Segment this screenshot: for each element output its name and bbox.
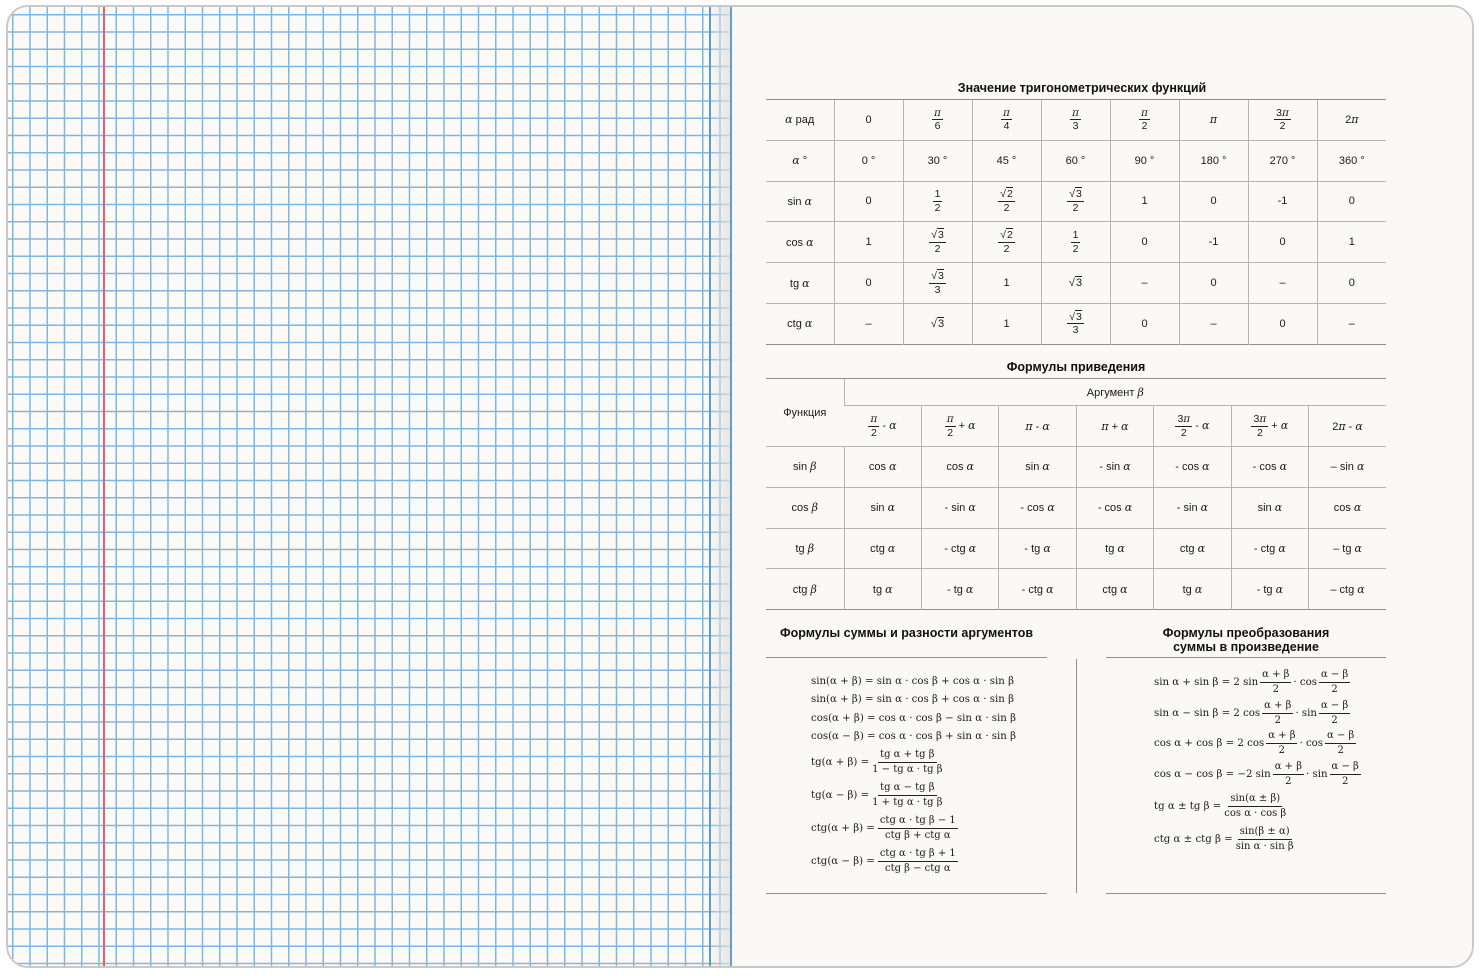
row-label: cos α — [766, 222, 834, 263]
formula-line — [1154, 731, 1356, 756]
table-cell: 0 — [834, 263, 903, 304]
formula-line — [811, 849, 958, 874]
table-cell: - ctg α — [999, 569, 1076, 610]
column-header: $\frac{\pi}{2}$ - α — [844, 406, 921, 447]
table-cell: – — [834, 303, 903, 344]
table-cell: sin α — [844, 487, 921, 528]
formula-text: cos α − cos β = −2 sin — [1154, 769, 1271, 781]
formula-fraction: $\frac{\alpha + \beta}{2}$ — [1274, 761, 1302, 788]
formula-text: cos α + cos β = 2 cos — [1154, 738, 1265, 750]
row-label: ctg α — [766, 303, 834, 344]
sum-diff-top-rule — [766, 657, 1047, 658]
formula-lhs: tg(α + β) = — [811, 757, 870, 768]
table-cell: $\frac{\pi}{2}$ — [1110, 100, 1179, 141]
table-cell: √3 — [1041, 263, 1110, 304]
sum-product-bottom-rule — [1106, 893, 1386, 894]
formula-fraction: $\frac{\sin(\beta \pm \alpha)}{\text{sin α · sin β}}$ — [1235, 826, 1294, 852]
table-row — [766, 447, 1386, 488]
row-label: tg β — [766, 528, 844, 569]
table-cell: $\frac{√2}{2}$ — [972, 181, 1041, 222]
table-cell: – — [1179, 303, 1248, 344]
table-cell: - ctg α — [921, 528, 998, 569]
table-cell: $\frac{√3}{3}$ — [1041, 303, 1110, 344]
table-cell: $\frac{3\pi}{2}$ — [1248, 100, 1317, 141]
formula-line: sin(α + β) = sin α · cos β + cos α · sin β — [811, 694, 1014, 706]
reduction-table — [766, 378, 1386, 610]
table-cell: 1 — [972, 303, 1041, 344]
table-row — [766, 100, 1386, 141]
row-label: ctg β — [766, 569, 844, 610]
column-header: $\frac{3\pi}{2}$ - α — [1154, 406, 1231, 447]
table-row — [766, 263, 1386, 304]
table-cell: $\frac{√2}{2}$ — [972, 222, 1041, 263]
table-row — [766, 140, 1386, 181]
formula-fraction: $\frac{\alpha - \beta}{2}$ — [1331, 761, 1359, 788]
formula-fraction: $\frac{\alpha + \beta}{2}$ — [1268, 730, 1296, 757]
formula-lhs: ctg α ± ctg β = — [1154, 834, 1233, 845]
table-row — [766, 222, 1386, 263]
table-cell: - cos α — [999, 487, 1076, 528]
table-cell: - cos α — [1154, 447, 1231, 488]
table-row — [766, 181, 1386, 222]
table-cell: √3 — [903, 303, 972, 344]
formula-line — [1154, 827, 1294, 852]
column-header: $\frac{\pi}{2}$ + α — [921, 406, 998, 447]
formula-line — [811, 750, 943, 775]
table-cell: 0 — [1179, 263, 1248, 304]
table-cell: - cos α — [1076, 487, 1153, 528]
table-cell: sin α — [1231, 487, 1308, 528]
table-cell: 0 — [1317, 263, 1386, 304]
table-cell: 30 ° — [903, 140, 972, 181]
table-cell: 0 ° — [834, 140, 903, 181]
table-cell: – — [1317, 303, 1386, 344]
notebook-spread — [6, 5, 1474, 968]
formula-line — [811, 816, 958, 841]
table-cell: 0 — [1110, 222, 1179, 263]
table-cell: – sin α — [1309, 447, 1386, 488]
table-cell: - tg α — [999, 528, 1076, 569]
table-cell: - tg α — [1231, 569, 1308, 610]
grid-page — [8, 7, 732, 966]
table-row — [766, 303, 1386, 344]
column-header: $\frac{3\pi}{2}$ + α — [1231, 406, 1308, 447]
table-cell: cos α — [921, 447, 998, 488]
table-cell: 1 — [1317, 222, 1386, 263]
column-header: π - α — [999, 406, 1076, 447]
table-cell: 180 ° — [1179, 140, 1248, 181]
table-cell: cos α — [844, 447, 921, 488]
row-label: tg α — [766, 263, 834, 304]
table-cell: $\frac{\pi}{4}$ — [972, 100, 1041, 141]
row-label: α ° — [766, 140, 834, 181]
reference-page — [732, 7, 1474, 966]
row-label: sin α — [766, 181, 834, 222]
table-cell: π — [1179, 100, 1248, 141]
row-label: cos β — [766, 487, 844, 528]
formula-line: cos(α − β) = cos α · cos β + sin α · sin β — [811, 730, 1016, 742]
table-cell: $\frac{\pi}{6}$ — [903, 100, 972, 141]
table-cell: $\frac{√3}{2}$ — [1041, 181, 1110, 222]
formula-line: sin(α + β) = sin α · cos β + cos α · sin β — [811, 676, 1014, 687]
formula-fraction: $\frac{\text{tg α − tg β}}{\text{1 + tg α · tg β}}$ — [872, 782, 943, 808]
table-cell: tg α — [1154, 569, 1231, 610]
trig-values-title: Значение тригонометрических функций — [957, 81, 1207, 95]
reduction-title: Формулы приведения — [1006, 360, 1146, 374]
table-cell: – — [1248, 263, 1317, 304]
table-cell: 1 — [834, 222, 903, 263]
table-cell: - ctg α — [1231, 528, 1308, 569]
formula-fraction: $\frac{\sin(\alpha \pm \beta)}{\text{cos α · cos β}}$ — [1224, 793, 1287, 819]
trig-values-table — [766, 99, 1386, 345]
table-cell: $\frac{\pi}{3}$ — [1041, 100, 1110, 141]
function-header: Функция — [766, 379, 844, 447]
argument-header: Аргумент β — [844, 379, 1386, 406]
formula-fraction: $\frac{\text{tg α + tg β}}{\text{1 − tg α · tg β}}$ — [872, 749, 943, 775]
formula-line — [1154, 762, 1361, 787]
table-cell: 45 ° — [972, 140, 1041, 181]
table-cell: 0 — [1248, 303, 1317, 344]
formula-fraction: $\frac{\alpha - \beta}{2}$ — [1320, 669, 1349, 695]
table-cell: 0 — [1179, 181, 1248, 222]
table-cell: $\frac{1}{2}$ — [903, 181, 972, 222]
table-row — [766, 569, 1386, 610]
sum-diff-title: Формулы суммы и разности аргументов — [779, 626, 1034, 640]
table-cell: – tg α — [1309, 528, 1386, 569]
table-row — [766, 528, 1386, 569]
table-header-row — [766, 406, 1386, 447]
formula-text: sin α + sin β = 2 sin — [1154, 677, 1259, 688]
formula-line — [1154, 670, 1350, 695]
formula-text: · cos — [1299, 738, 1324, 750]
formula-line: cos(α + β) = cos α · cos β − sin α · sin β — [811, 712, 1016, 724]
table-cell: cos α — [1309, 487, 1386, 528]
table-cell: - sin α — [921, 487, 998, 528]
table-cell: - tg α — [921, 569, 998, 610]
table-cell: 0 — [834, 100, 903, 141]
table-cell: $\frac{√3}{2}$ — [903, 222, 972, 263]
table-cell: - sin α — [1154, 487, 1231, 528]
formula-fraction: $\frac{\text{ctg α · tg β + 1}}{\text{ctg β − ctg α}}$ — [879, 848, 956, 874]
table-cell: 0 — [1317, 181, 1386, 222]
column-header: 2π - α — [1309, 406, 1386, 447]
table-cell: -1 — [1179, 222, 1248, 263]
table-cell: 1 — [1110, 181, 1179, 222]
sum-product-title-line2: суммы в произведение — [1173, 640, 1319, 654]
formula-fraction: $\frac{\alpha - \beta}{2}$ — [1327, 730, 1355, 757]
section-divider — [1076, 659, 1077, 893]
formula-lhs: tg(α − β) = — [811, 790, 870, 801]
table-cell: 90 ° — [1110, 140, 1179, 181]
row-label: α рад — [766, 100, 834, 141]
formula-line — [811, 783, 943, 808]
table-cell: 270 ° — [1248, 140, 1317, 181]
table-header-row — [766, 379, 1386, 406]
table-cell: - cos α — [1231, 447, 1308, 488]
table-cell: sin α — [999, 447, 1076, 488]
formula-text: · cos — [1293, 677, 1317, 688]
formula-text: sin α − sin β = 2 cos — [1154, 707, 1261, 719]
formula-fraction: $\frac{\text{ctg α · tg β − 1}}{\text{ctg β + ctg α}}$ — [879, 815, 956, 841]
table-cell: 60 ° — [1041, 140, 1110, 181]
table-cell: 0 — [1248, 222, 1317, 263]
sum-diff-bottom-rule — [766, 893, 1047, 894]
table-cell: tg α — [1076, 528, 1153, 569]
table-cell: – — [1110, 263, 1179, 304]
table-row — [766, 487, 1386, 528]
formula-text: · sin — [1295, 707, 1317, 719]
formula-fraction: $\frac{\alpha + \beta}{2}$ — [1264, 699, 1292, 726]
margin-line — [103, 7, 105, 966]
formula-lhs: tg α ± tg β = — [1154, 801, 1222, 812]
formula-fraction: $\frac{\alpha - \beta}{2}$ — [1320, 699, 1349, 726]
table-cell: – ctg α — [1309, 569, 1386, 610]
table-cell: 0 — [834, 181, 903, 222]
row-label: sin β — [766, 447, 844, 488]
table-cell: 0 — [1110, 303, 1179, 344]
table-cell: -1 — [1248, 181, 1317, 222]
formula-lhs: ctg(α + β) = — [811, 823, 875, 834]
column-header: π + α — [1076, 406, 1153, 447]
formula-fraction: $\frac{\alpha + \beta}{2}$ — [1262, 669, 1290, 695]
spine-line — [709, 7, 711, 966]
table-cell: $\frac{√3}{3}$ — [903, 263, 972, 304]
table-cell: 1 — [972, 263, 1041, 304]
table-cell: 360 ° — [1317, 140, 1386, 181]
formula-lhs: ctg(α − β) = — [811, 856, 875, 867]
formula-line — [1154, 701, 1350, 726]
table-cell: $\frac{1}{2}$ — [1041, 222, 1110, 263]
table-cell: ctg α — [844, 528, 921, 569]
sum-product-top-rule — [1106, 657, 1386, 658]
table-cell: tg α — [844, 569, 921, 610]
sum-product-title-line1: Формулы преобразования — [1162, 626, 1330, 640]
sum-product-title — [1106, 626, 1386, 654]
table-cell: - sin α — [1076, 447, 1153, 488]
table-cell: 2π — [1317, 100, 1386, 141]
formula-text: · sin — [1306, 769, 1328, 781]
table-cell: ctg α — [1154, 528, 1231, 569]
table-cell: ctg α — [1076, 569, 1153, 610]
formula-line — [1154, 794, 1286, 819]
